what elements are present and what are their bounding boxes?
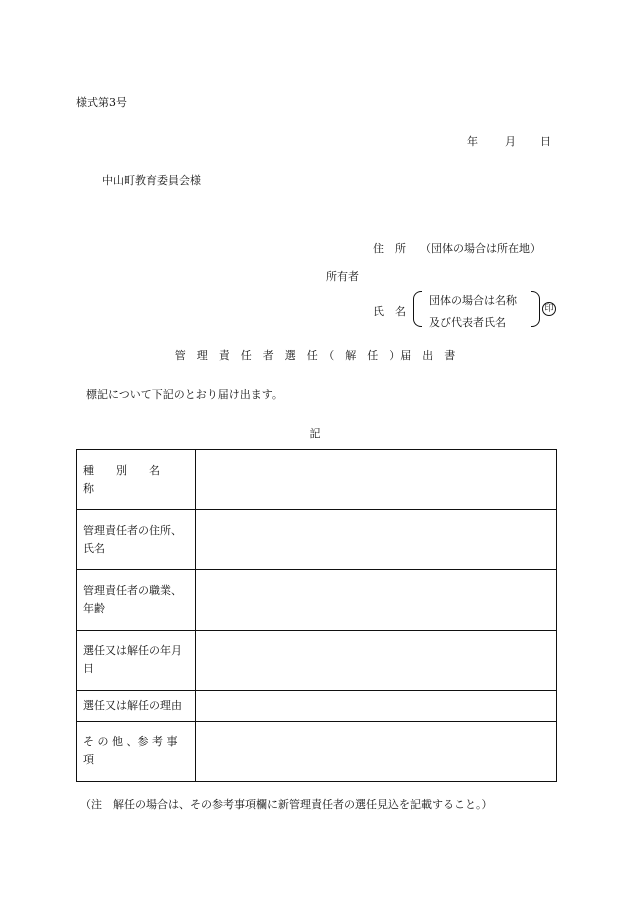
address-label: 住 所 — [373, 242, 406, 255]
row-value-other[interactable] — [196, 721, 557, 781]
row-label-manager-address: 管理責任者の住所、氏名 — [77, 510, 196, 570]
recipient: 中山町教育委員会様 — [102, 174, 201, 187]
name-note-line1: 団体の場合は名称 — [429, 294, 517, 307]
row-label-date: 選任又は解任の年月日 — [77, 630, 196, 690]
table-row — [77, 721, 557, 781]
date-year: 年 — [467, 135, 478, 148]
name-note-line2: 及び代表者氏名 — [429, 316, 506, 329]
seal-mark: 印 — [542, 302, 556, 316]
table-row — [77, 510, 557, 570]
footnote: （注 解任の場合は、その参考事項欄に新管理責任者の選任見込を記載すること。） — [80, 798, 493, 811]
table-row — [77, 570, 557, 630]
row-label-reason: 選任又は解任の理由 — [77, 690, 196, 721]
address-note: （団体の場合は所在地） — [420, 242, 541, 255]
row-label-type: 種 別 名 称 — [77, 450, 196, 510]
date-day: 日 — [540, 135, 551, 148]
row-value-manager-address[interactable] — [196, 510, 557, 570]
row-value-reason[interactable] — [196, 690, 557, 721]
right-bracket — [531, 291, 540, 327]
row-label-manager-occupation: 管理責任者の職業、年齢 — [77, 570, 196, 630]
row-label-other: そ の 他 、参 考 事 項 — [77, 721, 196, 781]
intro-text: 標記について下記のとおり届け出ます。 — [86, 388, 283, 401]
row-value-manager-occupation[interactable] — [196, 570, 557, 630]
row-value-date[interactable] — [196, 630, 557, 690]
document-title: 管 理 責 任 者 選 任 （ 解 任 ）届 出 書 — [174, 349, 456, 362]
row-value-type[interactable] — [196, 450, 557, 510]
table-row — [77, 450, 557, 510]
ki-heading: 記 — [309, 427, 321, 440]
date-month: 月 — [505, 135, 516, 148]
table-row — [77, 690, 557, 721]
name-label: 氏 名 — [373, 305, 406, 318]
left-bracket — [413, 291, 422, 327]
form-number: 様式第3号 — [76, 96, 127, 109]
owner-label: 所有者 — [326, 270, 359, 283]
form-table — [76, 449, 557, 782]
table-row — [77, 630, 557, 690]
